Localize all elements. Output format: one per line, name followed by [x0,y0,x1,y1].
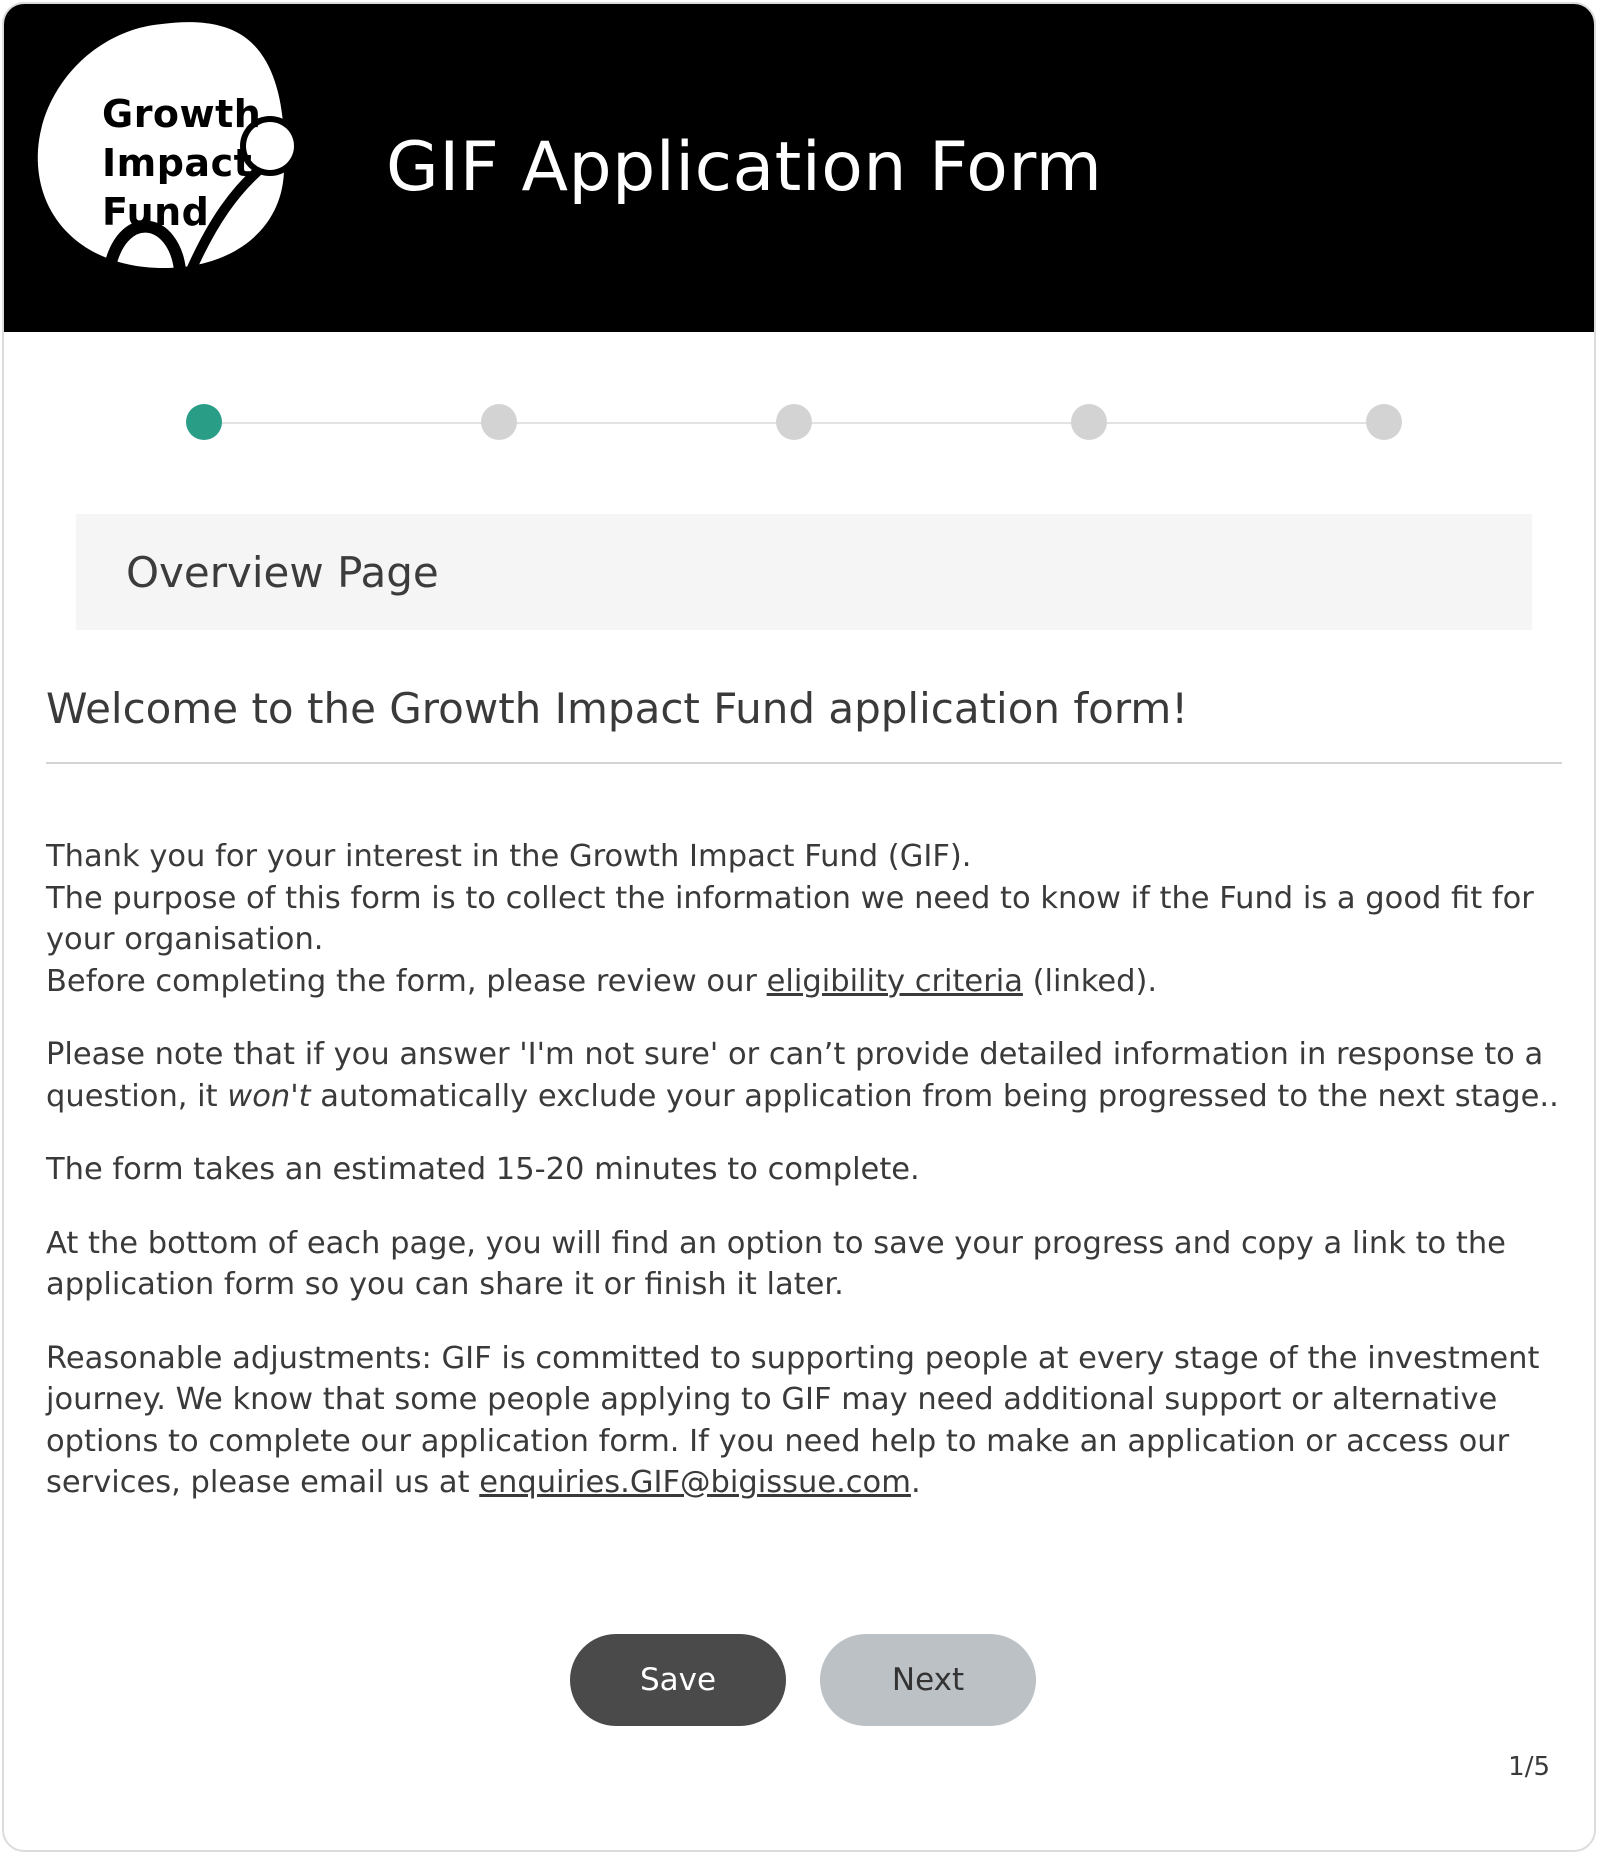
step-4-dot[interactable] [1071,404,1107,440]
adjustments-text: Reasonable adjustments: GIF is committed to supporting people at every stage of the investment journey. We know that some people applying to GIF may need additional support or alternative options to complete our application form. If you need help to make an application or access our services, please email us at [46,1340,1540,1500]
step-1-dot[interactable] [186,404,222,440]
logo-line-fund: Fund [102,190,210,234]
enquiries-email-link[interactable]: enquiries.GIF@bigissue.com [479,1465,911,1500]
intro-line-3-suffix: (linked). [1022,963,1158,999]
note-text-end: automatically exclude your application from being progressed to the next stage.. [310,1078,1559,1114]
logo-line-growth: Growth [102,92,262,136]
section-title: Overview Page [126,548,439,597]
growth-impact-fund-logo [34,18,354,318]
logo-wordmark [102,90,261,237]
time-estimate-paragraph: The form takes an estimated 15-20 minutes to complete. [46,1152,920,1187]
note-emphasis: won't [227,1078,311,1114]
next-button[interactable]: Next [820,1634,1036,1726]
overview-content [46,836,1566,1536]
form-title: GIF Application Form [386,128,1103,207]
adjustments-paragraph [46,1338,1566,1504]
note-text: Please note that if you answer 'I'm not sure' or can’t provide detailed information in response to a question, it [46,1037,1544,1114]
step-3-dot[interactable] [776,404,812,440]
form-card [2,2,1596,1852]
save-info-paragraph: At the bottom of each page, you will find an option to save your progress and copy a link to the application form so you can share it or finish it later. [46,1225,1506,1302]
intro-line-2: The purpose of this form is to collect the information we need to know if the Fund is a good fit for your organisation. [46,880,1534,957]
logo-line-impact: Impact [102,141,253,185]
step-5-dot[interactable] [1366,404,1402,440]
intro-line-1: Thank you for your interest in the Growth Impact Fund (GIF). [46,839,972,874]
progress-stepper [186,404,1402,442]
eligibility-criteria-link[interactable]: eligibility criteria [766,963,1023,999]
heading-divider [46,762,1562,764]
welcome-heading: Welcome to the Growth Impact Fund application form! [46,684,1189,733]
save-button[interactable]: Save [570,1634,786,1726]
intro-line-3 [46,961,1566,1003]
page-indicator: 1/5 [1508,1752,1550,1782]
step-2-dot[interactable] [481,404,517,440]
note-paragraph [46,1034,1566,1117]
section-header [76,514,1532,630]
form-header [4,4,1594,332]
intro-line-3-text: Before completing the form, please review our [46,963,767,999]
intro-paragraph [46,836,1566,1002]
adjustments-text-end: . [910,1465,921,1500]
